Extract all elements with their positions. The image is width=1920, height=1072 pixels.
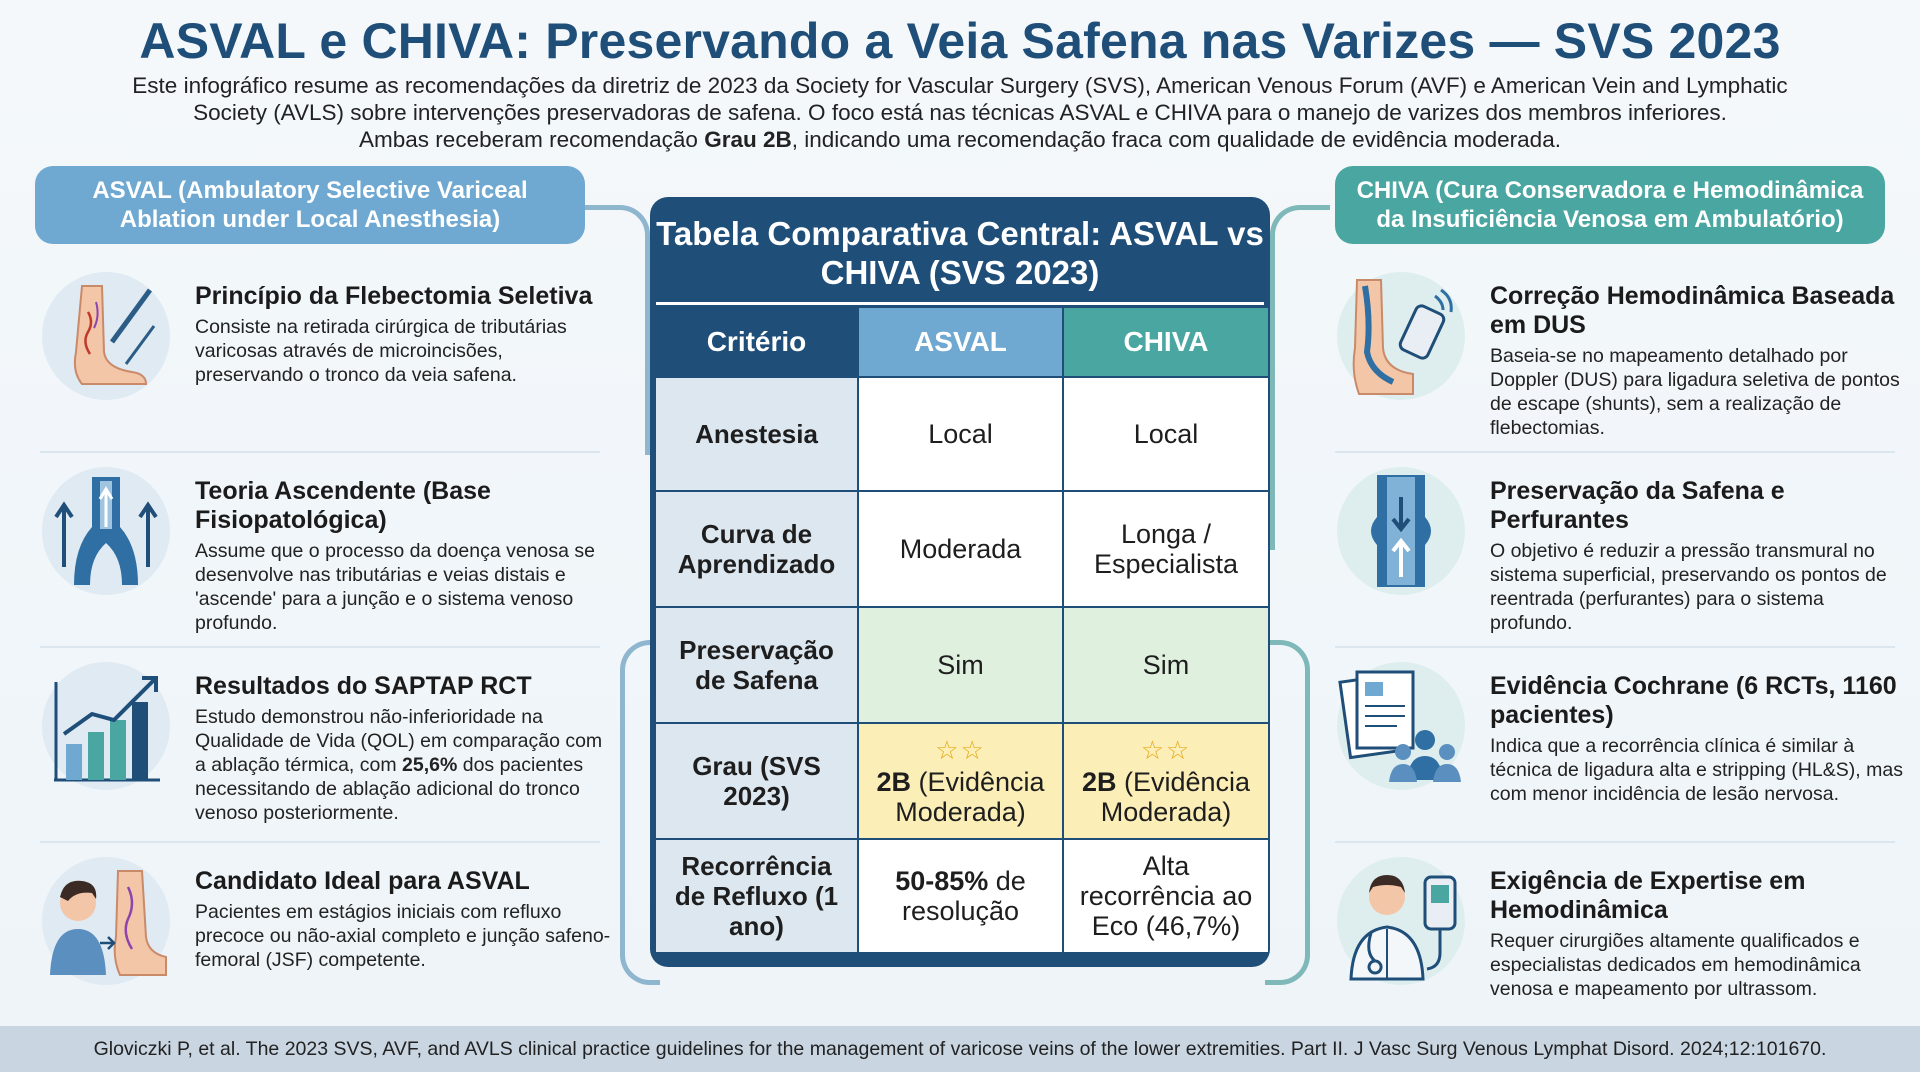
comparison-table (650, 197, 1270, 967)
chiva-grade-desc: (Evidência Moderada) (1100, 767, 1251, 827)
item-title: Teoria Ascendente (Base Fisiopatológica) (195, 477, 491, 534)
item-title: Correção Hemodinâmica Baseada em DUS (1490, 282, 1895, 339)
asval-recurrence-value: 50-85% (895, 866, 989, 896)
asval-cell (859, 840, 1062, 952)
asval-cell: Moderada (859, 492, 1062, 606)
chiva-grade: 2B (1081, 767, 1117, 797)
item-body: Pacientes em estágios iniciais com refluxo precoce ou não-axial completo e junção safeno-femoral (JSF) competente. (195, 901, 611, 971)
item-body (195, 705, 615, 825)
item-title: Candidato Ideal para ASVAL (195, 867, 530, 895)
citation-footer: Gloviczki P, et al. The 2023 SVS, AVF, and AVLS clinical practice guidelines for the management of varicose veins of the lower extremities. Part II. J Vasc Surg Venous Lymphat Disord. 2024;12:101670. (0, 1026, 1920, 1072)
doppler-probe-icon (1337, 272, 1465, 400)
chiva-panel (1335, 258, 1903, 1038)
asval-item-candidate (40, 843, 611, 1038)
intro-line2-suffix: , indicando uma recomendação fraca com qualidade de evidência moderada. (791, 127, 1561, 152)
item-title: Evidência Cochrane (6 RCTs, 1160 pacientes) (1490, 672, 1897, 729)
chiva-item-cochrane (1335, 648, 1903, 843)
row-criterion: Anestesia (656, 378, 857, 490)
asval-item-principle (40, 258, 600, 453)
star-icon: ☆☆ (1140, 735, 1192, 765)
asval-grade-cell (859, 724, 1062, 838)
intro-grade: Grau 2B (704, 127, 792, 152)
header-asval: ASVAL (859, 308, 1062, 376)
documents-group-icon (1337, 662, 1465, 790)
saptap-body-prefix: Estudo demonstrou não-inferioridade na Qualidade de Vida (QOL) em comparação com a ablação térmica, com (195, 706, 603, 776)
asval-item-saptap (40, 648, 603, 843)
ascending-vein-icon (42, 467, 170, 595)
item-title: Princípio da Flebectomia Seletiva (195, 282, 593, 310)
chiva-cell: Longa / Especialista (1064, 492, 1268, 606)
chiva-cell: Sim (1064, 608, 1268, 722)
item-title: Resultados do SAPTAP RCT (195, 672, 532, 700)
item-body: O objetivo é reduzir a pressão transmural no sistema superficial, preservando os pontos de reentrada (perfurantes) para o sistema profundo. (1490, 540, 1887, 634)
chiva-item-expertise (1335, 843, 1895, 1038)
chiva-cell: Alta recorrência ao Eco (46,7%) (1064, 840, 1268, 952)
star-icon: ☆☆ (935, 735, 986, 765)
page-title: ASVAL e CHIVA: Preservando a Veia Safena nas Varizes — SVS 2023 (139, 13, 1781, 69)
header-chiva: CHIVA (1064, 308, 1268, 376)
asval-cell: Local (859, 378, 1062, 490)
table-grid (656, 308, 1264, 952)
chiva-header: CHIVA (Cura Conservadora e Hemodinâmica da Insuficiência Venosa em Ambulatório) (1335, 166, 1885, 244)
chiva-grade-cell (1064, 724, 1268, 838)
asval-grade-desc: (Evidência Moderada) (895, 767, 1045, 827)
row-criterion: Preservação de Safena (656, 608, 857, 722)
item-body: Baseia-se no mapeamento detalhado por Doppler (DUS) para ligadura seletiva de pontos de escape (shunts), sem a realização de flebectomias. (1490, 345, 1900, 439)
intro-text (100, 72, 1820, 153)
item-body: Indica que a recorrência clínica é similar à técnica de ligadura alta e stripping (HL&S), mas com menor incidência de lesão nervosa. (1490, 735, 1903, 805)
leg-phlebectomy-icon (42, 272, 170, 400)
patient-leg-icon (42, 857, 170, 985)
asval-header: ASVAL (Ambulatory Selective Variceal Ablation under Local Anesthesia) (35, 166, 585, 244)
right-connector-top (1270, 205, 1330, 550)
chiva-item-dus (1335, 258, 1900, 453)
asval-panel (40, 258, 611, 1038)
vein-flow-icon (1337, 467, 1465, 595)
right-connector-bottom (1265, 640, 1310, 985)
row-criterion: Recorrência de Refluxo (1 ano) (656, 840, 857, 952)
header-criterion: Critério (656, 308, 857, 376)
item-title: Preservação da Safena e Perfurantes (1490, 477, 1785, 534)
asval-grade: 2B (876, 767, 911, 797)
asval-recurrence (879, 866, 1042, 926)
intro-line2-prefix: Ambas receberam recomendação (359, 127, 705, 152)
row-criterion: Grau (SVS 2023) (656, 724, 857, 838)
asval-item-theory (40, 453, 600, 648)
item-body: Requer cirurgiões altamente qualificados e especialistas dedicados em hemodinâmica venosa e mapeamento por ultrassom. (1490, 930, 1861, 1000)
asval-grade-text (859, 767, 1062, 827)
asval-cell: Sim (859, 608, 1062, 722)
row-criterion: Curva de Aprendizado (656, 492, 857, 606)
item-body: Consiste na retirada cirúrgica de tributárias varicosas através de microincisões, preservando o tronco da veia safena. (195, 316, 567, 386)
chiva-grade-text (1064, 767, 1268, 827)
doctor-ultrasound-icon (1337, 857, 1465, 985)
table-title: Tabela Comparativa Central: ASVAL vs CHIVA (SVS 2023) (656, 203, 1264, 305)
saptap-body-suffix: dos pacientes necessitando de ablação adicional do tronco venoso posteriormente. (195, 754, 584, 824)
chiva-item-preservation (1335, 453, 1895, 648)
asval-recurrence-desc: de resolução (901, 866, 1026, 926)
intro-line1: Este infográfico resume as recomendações da diretriz de 2023 da Society for Vascular Surgery (SVS), American Venous Forum (AVF) e American Vein and Lymphatic Society (AVLS) sobre intervenções preservadoras de safena. O foco está nas técnicas ASVAL e CHIVA para o manejo de varizes dos membros inferiores. (132, 73, 1788, 125)
item-title: Exigência de Expertise em Hemodinâmica (1490, 867, 1806, 924)
saptap-percent: 25,6% (402, 754, 458, 776)
item-body: Assume que o processo da doença venosa se desenvolve nas tributárias e veias distais e 'ascende' para a junção e o sistema venoso profundo. (195, 540, 596, 634)
chiva-cell: Local (1064, 378, 1268, 490)
bar-chart-growth-icon (42, 662, 170, 790)
